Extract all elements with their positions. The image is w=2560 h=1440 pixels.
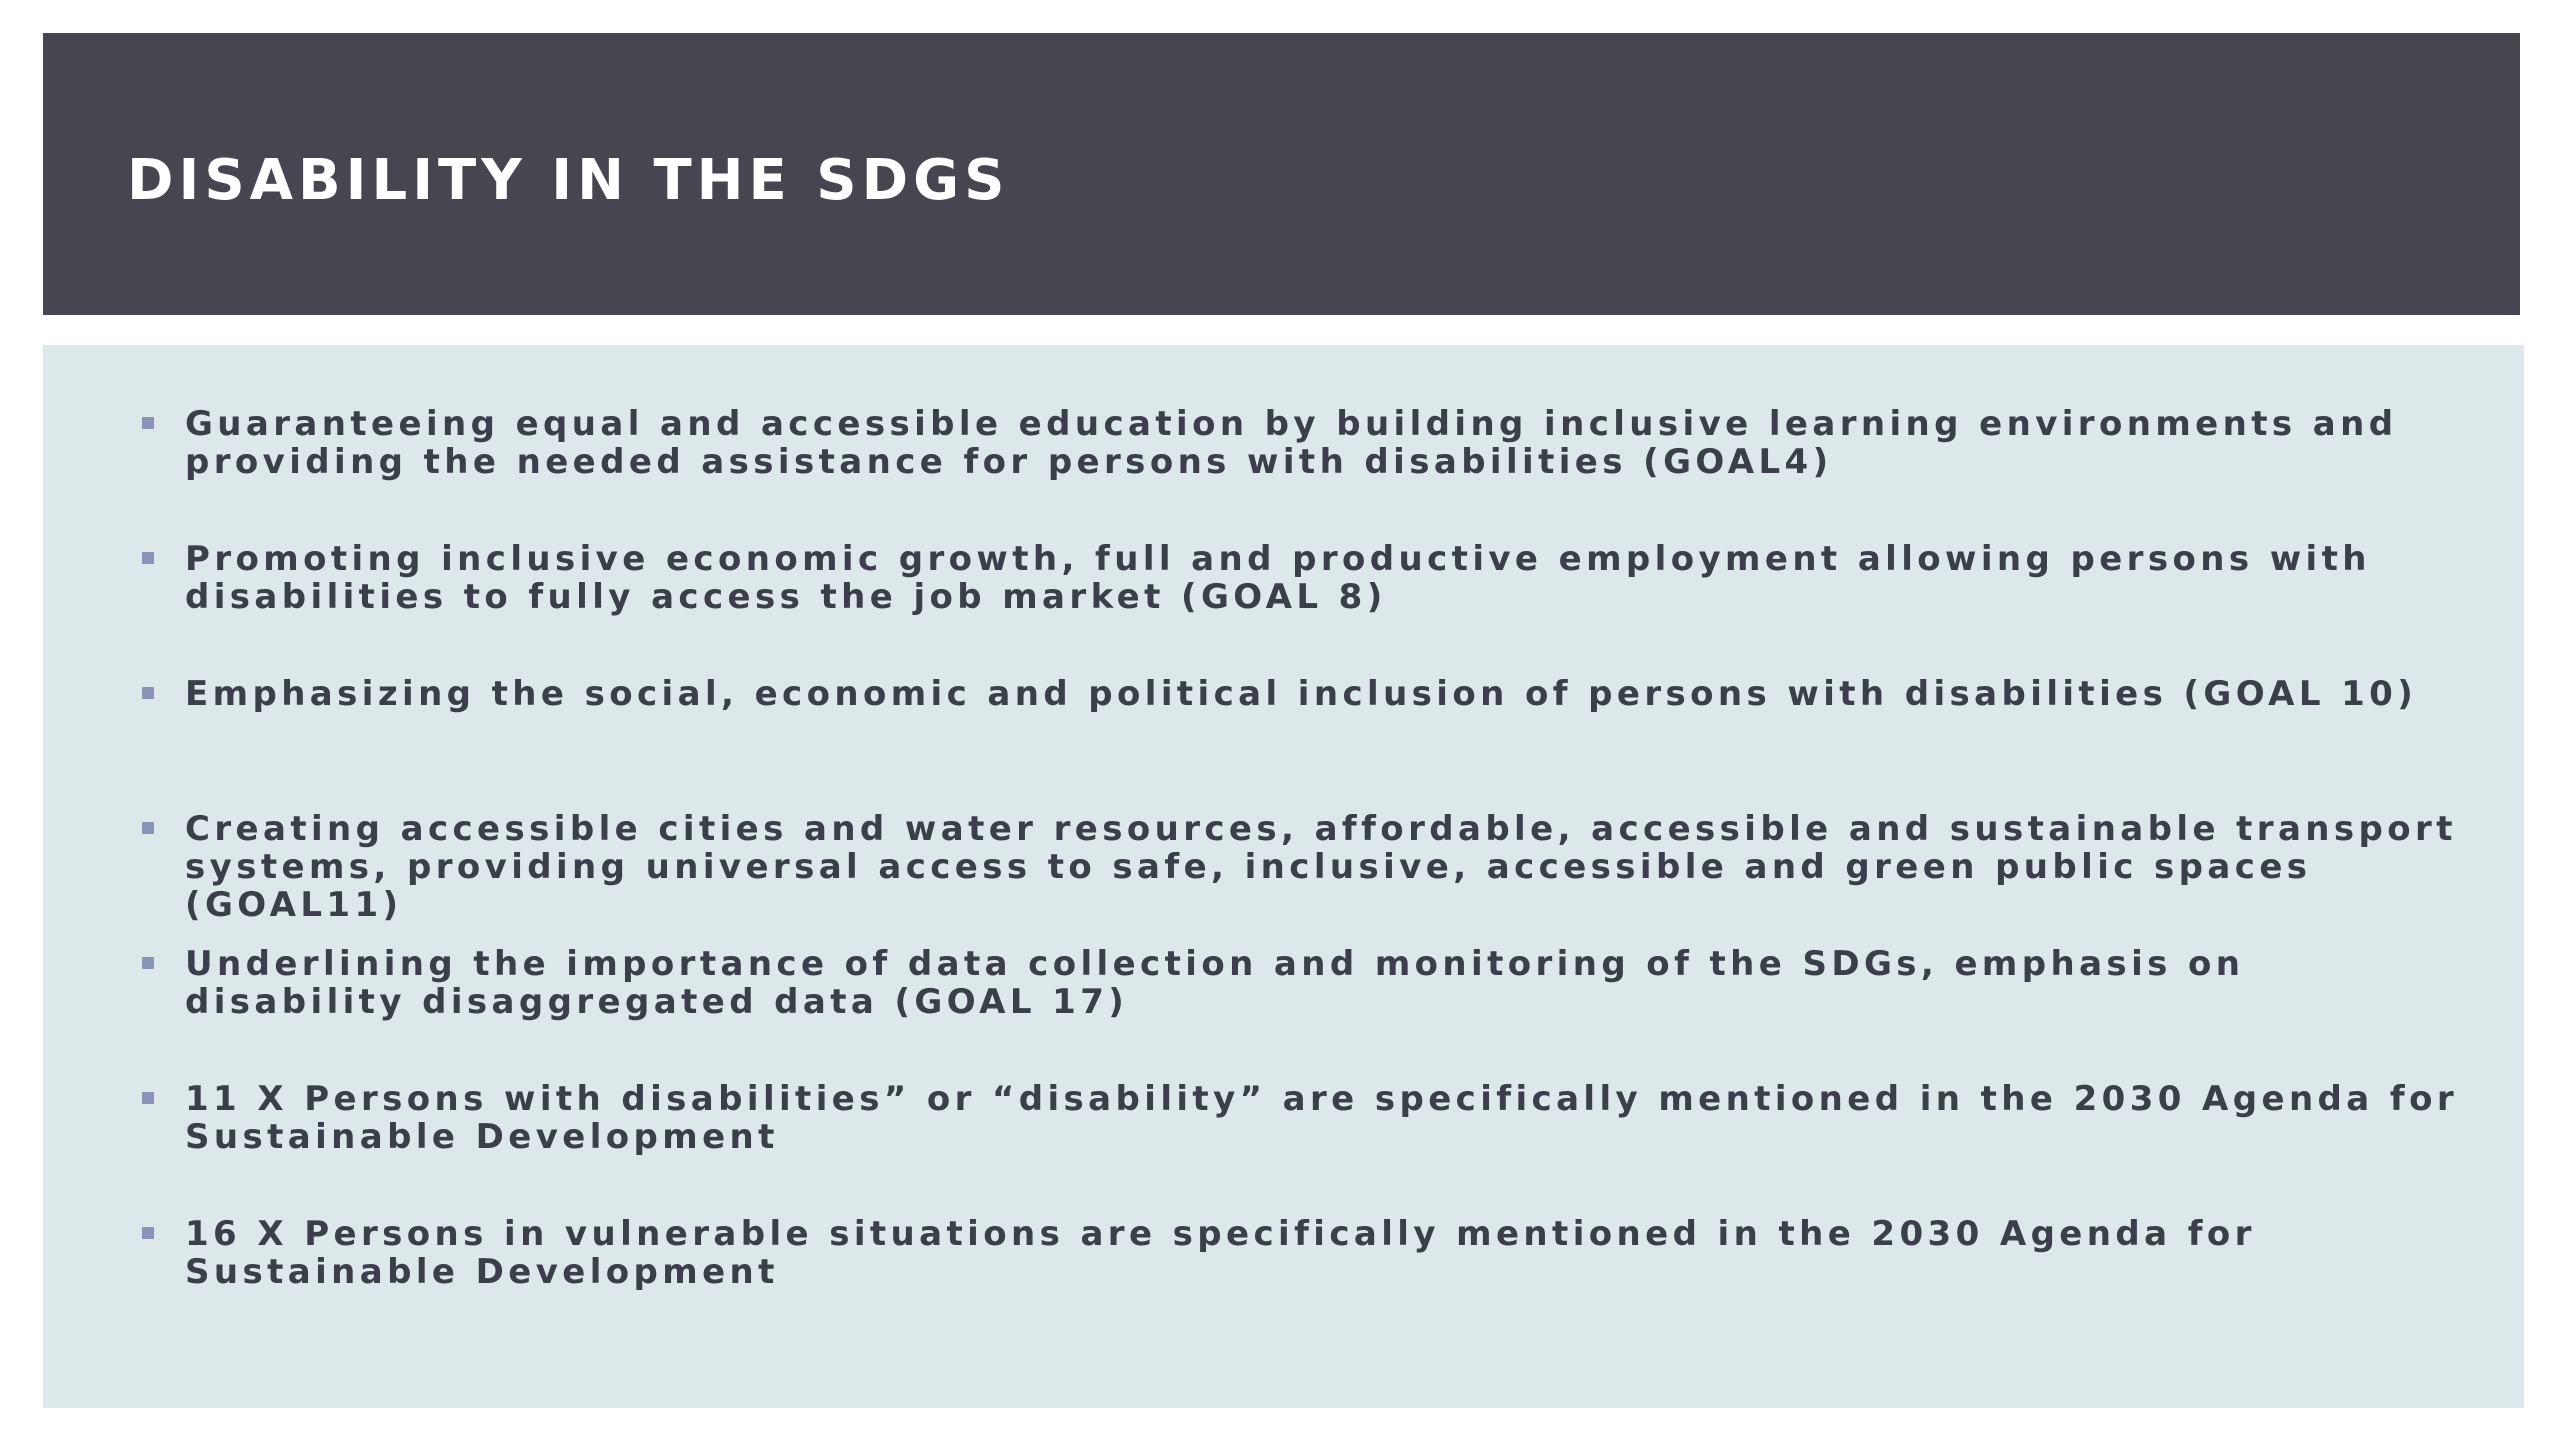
square-bullet-icon: [139, 405, 185, 443]
bullet-list: [139, 405, 2469, 1350]
bullet-text: 11 X Persons with disabilities” or “disability” are specifically mentioned in the 2030 Agenda for Sustainable Development: [185, 1079, 2458, 1157]
bullet-text: Emphasizing the social, economic and political inclusion of persons with disabilities (GOAL 10): [185, 674, 2418, 714]
slide-content-panel: [43, 345, 2524, 1408]
list-item: [139, 540, 2469, 675]
list-item: [139, 1215, 2469, 1350]
list-item: [139, 1080, 2469, 1215]
square-bullet-icon: [139, 810, 185, 848]
slide-title: DISABILITY IN THE SDGS: [127, 148, 1010, 213]
square-bullet-icon: [139, 540, 185, 578]
square-bullet-icon: [139, 675, 185, 713]
list-item: [139, 405, 2469, 540]
list-item: [139, 810, 2469, 945]
bullet-text: Promoting inclusive economic growth, full and productive employment allowing persons with disabilities to fully access the job market (GOAL 8): [185, 539, 2371, 617]
bullet-text: Underlining the importance of data collection and monitoring of the SDGs, emphasis on disability disaggregated data (GOAL 17): [185, 944, 2245, 1022]
list-item: [139, 945, 2469, 1080]
square-bullet-icon: [139, 1080, 185, 1118]
list-item: [139, 675, 2469, 810]
slide-title-bar: [43, 33, 2520, 315]
bullet-text: 16 X Persons in vulnerable situations are specifically mentioned in the 2030 Agenda for Sustainable Development: [185, 1214, 2256, 1292]
bullet-text: Guaranteeing equal and accessible education by building inclusive learning environments and providing the needed assistance for persons with disabilities (GOAL4): [185, 404, 2398, 482]
square-bullet-icon: [139, 1215, 185, 1253]
square-bullet-icon: [139, 945, 185, 983]
bullet-text: Creating accessible cities and water resources, affordable, accessible and sustainable transport systems, providing universal access to safe, inclusive, accessible and green public spaces (GOAL11): [185, 809, 2457, 925]
